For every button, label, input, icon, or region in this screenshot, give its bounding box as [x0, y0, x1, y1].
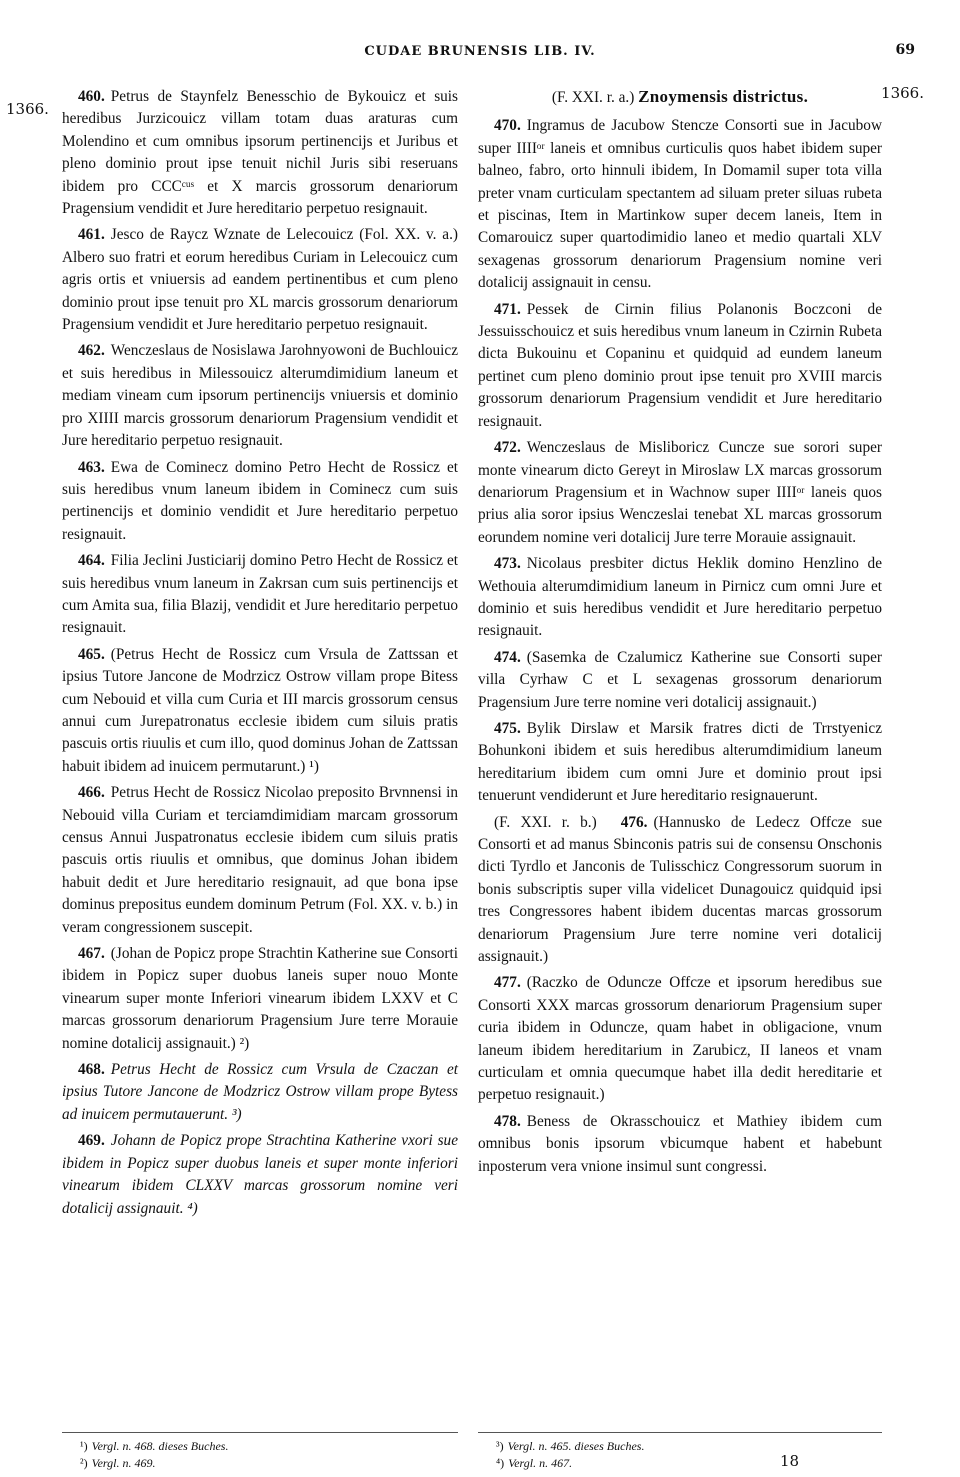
district-heading: [478, 86, 882, 109]
entry-467: [62, 943, 458, 1055]
entry-465: [62, 644, 458, 778]
footnote: [80, 1455, 460, 1472]
footnote: [80, 1438, 460, 1455]
entry-476: [478, 812, 882, 969]
footnote-mark: ³): [496, 1439, 504, 1453]
entry-text: Petrus Hecht de Rossicz Nicolao preposito Brvnnensi in Nebouid villa Curiam et terciamdimidiam marcam grossorum census Annui Juspatronatus ecclesie ibidem cum siluis pratis pascuis ortis riuulis et omnibus, que dominus Johan ibidem habuit dedit et Jure hereditario resignauit, ad que bona ipse dominus prepositus eundem dominum Petrum (Fol. XX. v. b.) in veram congressionem suscepit.: [62, 784, 458, 936]
entry-471: [478, 299, 882, 433]
footnote-mark: ²): [80, 1456, 88, 1470]
signature-mark: 18: [780, 1452, 800, 1470]
right-column: [478, 86, 882, 1182]
entry-463: [62, 457, 458, 547]
entry-number: 463.: [78, 458, 105, 476]
entry-number: 470.: [494, 117, 521, 135]
entry-text: Ingramus de Jacubow Stencze Consorti sue in Jacubow super IIIIᵒʳ laneis et omnibus curticulis quos habet ibidem super balneo, fabro, orto hinnuli ibidem, In Domamil super tota villa preter vnam curticulam spectantem ad siluam preter siluas rubeta et piscinas, Item in Martinkow super decem laneis, Item in Comarouicz super quartodimidio laneo et medio quartali XLV sexagenas grossorum denariorum Pragensium nomine veri dotalicij assignauit in censu.: [478, 117, 882, 292]
district-heading-ref: (F. XXI. r. a.): [551, 89, 635, 106]
entry-number: 468.: [78, 1061, 105, 1079]
entry-number: 478.: [494, 1112, 521, 1130]
footnote-rule-left: [62, 1432, 458, 1433]
entry-text: Beness de Okrasschouicz et Mathiey ibidem cum omnibus bonis ipsorum vbicumque habent et habebunt inposterum vera vnione insimul sunt congressi.: [478, 1112, 882, 1175]
footnote-text: Vergl. n. 469.: [91, 1456, 156, 1470]
entry-number: 476.: [620, 813, 648, 831]
entry-text: (Petrus Hecht de Rossicz cum Vrsula de Zattssan et ipsius Tutore Jancone de Modrzicz Ostrow villam prope Bitess cum Nebouid et villa cum Curia et III marcis grossorum census annui cum Jurepatronatus ecclesie ibidem cum siluis pratis pascuis ortis riuulis et cum illo, quod dominus Johan de Zattssan habuit ibidem ad inuicem permutarunt.) ¹): [62, 645, 458, 775]
entry-460: [62, 86, 458, 220]
entry-text: Wenczeslaus de Misliboricz Cuncze sue sorori super monte vinearum dicto Gereyt in Miroslaw LX marcas grossorum denariorum Pragensium et in Wachnow super IIIIᵒʳ laneis quos prius alia soror ipsius Wenczeslai tenebat XL marcas grossorum eorundem nomine veri dotalicij Jure terre Morauie assignauit.: [478, 439, 882, 546]
entry-468: [62, 1059, 458, 1126]
entry-number: 473.: [494, 555, 521, 573]
entry-number: 467.: [78, 945, 105, 963]
footnote-rule-right: [478, 1432, 882, 1433]
entry-469: [62, 1130, 458, 1220]
footnote-text: Vergl. n. 467.: [508, 1456, 573, 1470]
left-column: [62, 86, 458, 1224]
entry-number: 465.: [78, 645, 105, 663]
entry-text: (Sasemka de Czalumicz Katherine sue Consorti super villa Cyrhaw C et L sexagenas grossorum denariorum Pragensium Jure terre nomine veri dotalicij assignauit.): [478, 648, 882, 711]
entry-470: [478, 115, 882, 294]
entry-number: 469.: [78, 1132, 105, 1150]
entry-text: Filia Jeclini Justiciarij domino Petro Hecht de Rossicz et suis heredibus vnum laneum in Zakrsan cum suis pertinencijs et cum Amita sua, filia Blazij, vendidit et Jure hereditario perpetuo resignauit.: [62, 552, 458, 637]
entry-text: Pessek de Cirnin filius Polanonis Boczconi de Jessuisschouicz et suis heredibus vnum laneum in Czirnin Rubeta dicta Bukouinu et Copaninu et quidquid ad eundem laneum pertinet cum pleno dominio prout ipse tenuit pro XVIII marcis grossorum denariorum Pragensium vendidit et Jure hereditario resignauit.: [478, 300, 882, 430]
footnote-mark: ⁴): [496, 1456, 505, 1470]
footnotes-right: [496, 1438, 876, 1472]
footnote-mark: ¹): [80, 1439, 88, 1453]
footnote: [496, 1438, 876, 1455]
entry-473: [478, 553, 882, 643]
entry-text: (Johan de Popicz prope Strachtin Katherine sue Consorti ibidem in Popicz super duobus laneis super nouo Monte vinearum super monte Inferiori vinearum ibidem LXXV et C marcas grossorum denariorum Pragensium Jure terre Morauie nomine dotalicij assignauit.) ²): [62, 945, 458, 1052]
entry-text: Petrus Hecht de Rossicz cum Vrsula de Czaczan et ipsius Tutore Jancone de Modzricz Ostrow villam prope Bytess ad inuicem permutauerunt. ³): [62, 1061, 458, 1123]
entry-number: 461.: [78, 226, 105, 244]
entry-462: [62, 340, 458, 452]
district-heading-title: Znoymensis districtus.: [638, 87, 809, 106]
entry-number: 472.: [494, 439, 521, 457]
footnotes-left: [80, 1438, 460, 1472]
year-right: 1366.: [881, 84, 924, 102]
entry-number: 464.: [78, 552, 105, 570]
entry-number: 475.: [494, 719, 521, 737]
entry-477: [478, 972, 882, 1106]
entry-text: Nicolaus presbiter dictus Heklik domino Henzlino de Wethouia alterumdimidium laneum in Pirnicz cum omni Jure et dominio et suis heredibus vendidit et Jure hereditario perpetuo resignauit.: [478, 555, 882, 640]
entry-461: [62, 224, 458, 336]
entry-text: Jesco de Raycz Wznate de Lelecouicz (Fol. XX. v. a.) Albero suo fratri et eorum heredibus Curiam in Lelecouicz cum agris ortis et vniuersis ad eandem pertinentibus et cum pleno dominio prout ipse tenuit pro XL marcis grossorum denariorum Pragensium vendidit et Jure hereditario perpetuo resignauit.: [62, 226, 458, 334]
entry-number: 471.: [494, 300, 521, 318]
footnote-text: Vergl. n. 465. dieses Buches.: [507, 1439, 645, 1453]
entry-466: [62, 782, 458, 939]
entry-number: 460.: [78, 88, 105, 105]
page-number: 69: [895, 42, 915, 58]
entry-folio-ref: (F. XXI. r. b.): [494, 813, 597, 831]
entry-464: [62, 550, 458, 640]
entry-472: [478, 437, 882, 549]
entry-text: Bylik Dirslaw et Marsik fratres dicti de Trrstyenicz Bohunkoni ibidem et suis heredibus alterumdimidium laneum hereditarium ibidem cum omni Jure et dominio prout ipsi tenuerunt vendiderunt et Jure hereditario resignauerunt.: [478, 719, 882, 805]
entry-474: [478, 647, 882, 714]
footnote-text: Vergl. n. 468. dieses Buches.: [91, 1439, 229, 1453]
entry-text: Johann de Popicz prope Strachtina Katherine vxori sue ibidem in Popicz super duobus laneis et super monte inferiori vinearum ibidem CLXXV marcas grossorum nomine veri dotalicij assignauit. ⁴): [62, 1132, 458, 1217]
entry-number: 474.: [494, 648, 521, 666]
running-header: CUDAE BRUNENSIS LIB. IV.: [364, 44, 596, 59]
entry-number: 466.: [78, 784, 105, 802]
year-left: 1366.: [6, 100, 49, 118]
entry-number: 462.: [78, 342, 105, 360]
entry-475: [478, 718, 882, 808]
entry-number: 477.: [494, 974, 521, 992]
entry-478: [478, 1111, 882, 1178]
entry-text: (Raczko de Oduncze Offcze et ipsorum heredibus sue Consorti XXX marcas grossorum denariorum Pragensium super curia ibidem in Oduncze, quam habet in obligacione, vnum laneum ibidem hereditarium in Zarubicz, II laneos et vnam curticulam et omnia quecumque habet illa dedit hereditarie et perpetuo resignauit.): [478, 974, 882, 1104]
entry-text: Ewa de Cominecz domino Petro Hecht de Rossicz et suis heredibus vnum laneum ibidem in Cominecz cum suis pertinencijs et dominio vendidit et Jure hereditario perpetuo resignauit.: [62, 458, 458, 543]
entry-text: Petrus de Staynfelz Benesschio de Bykouicz et suis heredibus Jurzicouicz villam totam duas araturas cum Molendino et cum omnibus ipsorum pertinencijs et Juribus et pleno dominio prout ipse tenuit nichil Juris sibi reseruans ibidem pro CCCᶜᵘˢ et X marcis grossorum denariorum Pragensium vendidit et Jure hereditario perpetuo resignauit.: [62, 88, 458, 218]
entry-text: Wenczeslaus de Nosislawa Jarohnyowoni de Buchlouicz et suis heredibus in Milessouicz alterumdimidium laneum et mediam vineam cum ipsorum pertinencijs vniuersis et dominio pro XIIII marcis grossorum denariorum Pragensium vendidit et Jure hereditario perpetuo resignauit.: [62, 342, 458, 450]
footnote: [496, 1455, 876, 1472]
entry-text: (Hannusko de Ledecz Offcze sue Consorti et ad manus Sbinconis patris sui de consensu Onschonis dicti Tyrdlo et Janconis de Tulisschicz Congressorum suorum in bonis subscriptis super villa videlicet Dunagouicz quidquid ipsi tres Congressores habent ibidem ducentas marcas grossorum denariorum Pragensium Jure terre nomine veri dotalicij assignauit.): [478, 813, 883, 966]
